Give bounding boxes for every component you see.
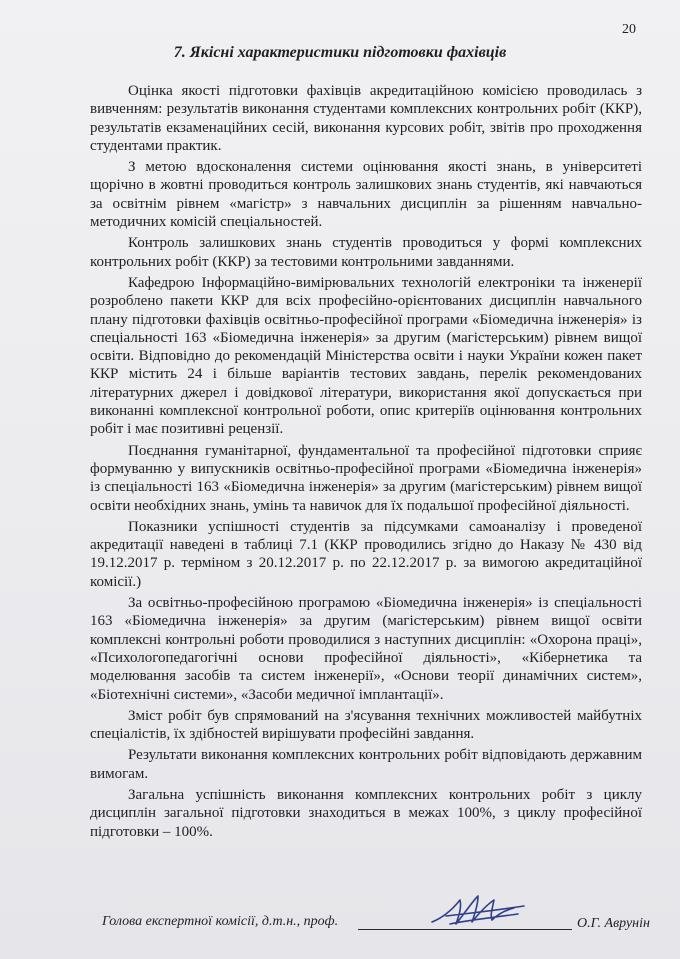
paragraph: Зміст робіт був спрямований на з'ясування технічних можливостей майбутніх спеціалістів, їх здібностей вирішувати професійні завдання. (90, 707, 642, 743)
paragraph: Кафедрою Інформаційно-вимірювальних технологій електроніки та інженерії розроблено пакети ККР для всіх професійно-орієнтованих дисциплін навчального плану підготовки фахівців освітньо-професійної програми «Біомедична інженерія» із спеціальності 163 «Біомедична інженерія» за другим (магістерським) рівнем вищої освіти. Відповідно до рекомендацій Міністерства освіти і науки України кожен пакет ККР містить 24 і більше варіантів тестових завдань, перелік рекомендованих літературних джерел і довідкової літератури, використання якої допускається при виконанні комплексної контрольної роботи, опис критеріїв оцінювання контрольних робіт і має позитивні рецензії. (90, 274, 642, 438)
paragraph: Оцінка якості підготовки фахівців акредитаційною комісією проводилась з вивченням: результатів виконання студентами комплексних контрольних робіт (ККР), результатів екзаменаційних сесій, виконання курсових робіт, звітів про проходження студентами практик. (90, 83, 642, 154)
section-title: 7. Якісні характеристики підготовки фахівців (173, 44, 507, 61)
paragraph: За освітньо-професійною програмою «Біомедична інженерія» із спеціальності 163 «Біомедична інженерія» за другим (магістерським) рівнем вищої освіти комплексні контрольні роботи проводилися з наступних дисциплін: «Охорона праці», «Психологопедагогічні основи професійної діяльності», «Кібернетика та моделювання засобів та систем інженерії», «Основи теорії динамічних систем», «Біотехнічні системи», «Засоби медичної імплантації». (90, 595, 642, 703)
paragraph: Загальна успішність виконання комплексних контрольних робіт з циклу дисциплін загальної підготовки знаходиться в межах 100%, з циклу професійної підготовки – 100%. (90, 786, 642, 840)
body-text (90, 82, 642, 844)
paragraph: З метою вдосконалення системи оцінювання якості знань, в університеті щорічно в жовтні проводиться контроль залишкових знань студентів, які навчаються за освітнім рівнем «магістр» з навчальних дисциплін за рішенням навчально-методичних комісій спеціальностей. (90, 159, 642, 231)
page-number: 20 (622, 22, 636, 37)
paragraph: Результати виконання комплексних контрольних робіт відповідають державним вимогам. (90, 747, 642, 782)
signatory-title: Голова експертної комісії, д.т.н., проф. (102, 914, 339, 929)
paragraph: Контроль залишкових знань студентів проводиться у формі комплексних контрольних робіт (ККР) за тестовими контрольними завданнями. (90, 235, 642, 270)
paragraph: Поєднання гуманітарної, фундаментальної та професійної підготовки сприяє формуванню у випускників освітньо-професійної програми «Біомедична інженерія» із спеціальності 163 «Біомедична інженерія» за другим (магістерським) рівнем вищої освіти необхідних знань, умінь та навичок для їх подальшої професійної діяльності. (90, 442, 642, 514)
handwritten-signature (428, 888, 528, 932)
signatory-name: О.Г. Аврунін (577, 916, 650, 931)
paragraph: Показники успішності студентів за підсумками самоаналізу і проведеної акредитації наведені в таблиці 7.1 (ККР проводились згідно до Наказу № 430 від 19.12.2017 р. терміном з 20.12.2017 р. по 22.12.2017 р. за вимогою акредитаційної комісії.) (90, 518, 642, 590)
